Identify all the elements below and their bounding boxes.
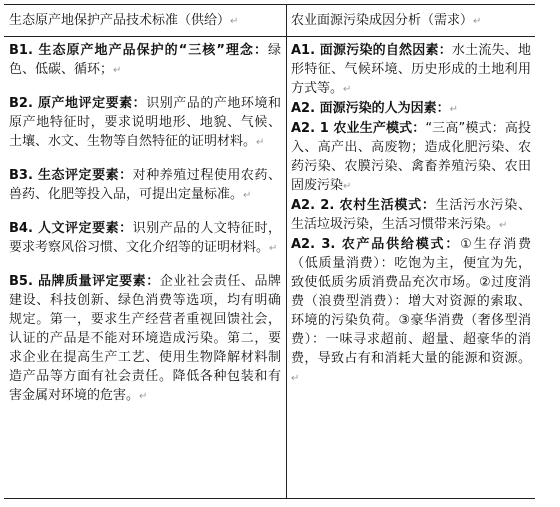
right-column [291,41,531,388]
left-item-b1: B1. 生态原产地产品保护的“三核”理念：绿色、低碳、循环；↵ [9,43,281,77]
right-item-a2-3: A2. 3. 农产品供给模式：①生存消费（低质量消费）：吃饱为主，便宜为先，致使低质劣质消费品充次市场。②过度消费（浪费型消费）：增大对资源的索取、环境的污染负荷。③豪华消费（奢侈型消费）：一味寻求超前、超量、超豪华的消费，导致占有和消耗大量的能源和资源。↵ [291,237,531,384]
header-left: 生态原产地保护产品技术标准（供给）↵ [9,13,239,28]
left-item-b3: B3. 生态评定要素：对种养殖过程使用农药、兽药、化肥等投入品，可提出定量标准。↵ [9,168,281,202]
left-item-b5: B5. 品牌质量评定要素：企业社会责任、品牌建设、科技创新、绿色消费等选项，均有明确规定。第一，要求生产经营者重视回馈社会，认证的产品是不能对环境造成污染。第二，要求企业在提高生产工艺、使用生物降解材料制造产品等方面有社会责任。降低各种包装和有害金属对环境的危害。↵ [9,274,281,403]
right-item-a2-1: A2. 1 农业生产模式：“三高”模式：高投入、高产出、高废物；造成化肥污染、农药污染、农膜污染、禽畜养殖污染、农田固废污染↵ [291,121,531,193]
left-item-b2: B2. 原产地评定要素：识别产品的产地环境和原产地特征时，要求说明地形、地貌、气候、土壤、水文、生物等自然特征的证明材料。↵ [9,96,281,149]
right-item-a2-2: A2. 2. 农村生活模式：生活污水污染、生活垃圾污染，生活习惯带来污染。↵ [291,198,531,232]
right-item-a2: A2. 面源污染的人为因素：↵ [291,101,458,116]
right-item-a1: A1. 面源污染的自然因素：水土流失、地形特征、气候环境、历史形成的土地利用方式等。↵ [291,43,531,96]
table-header-row [4,5,535,37]
left-column [9,41,281,406]
column-divider [286,5,287,498]
header-right: 农业面源污染成因分析（需求）↵ [291,13,482,28]
left-item-b4: B4. 人文评定要素：识别产品的人文特征时，要求考察风俗习惯、文化介绍等的证明材料。↵ [9,221,281,255]
standards-table [4,4,535,499]
